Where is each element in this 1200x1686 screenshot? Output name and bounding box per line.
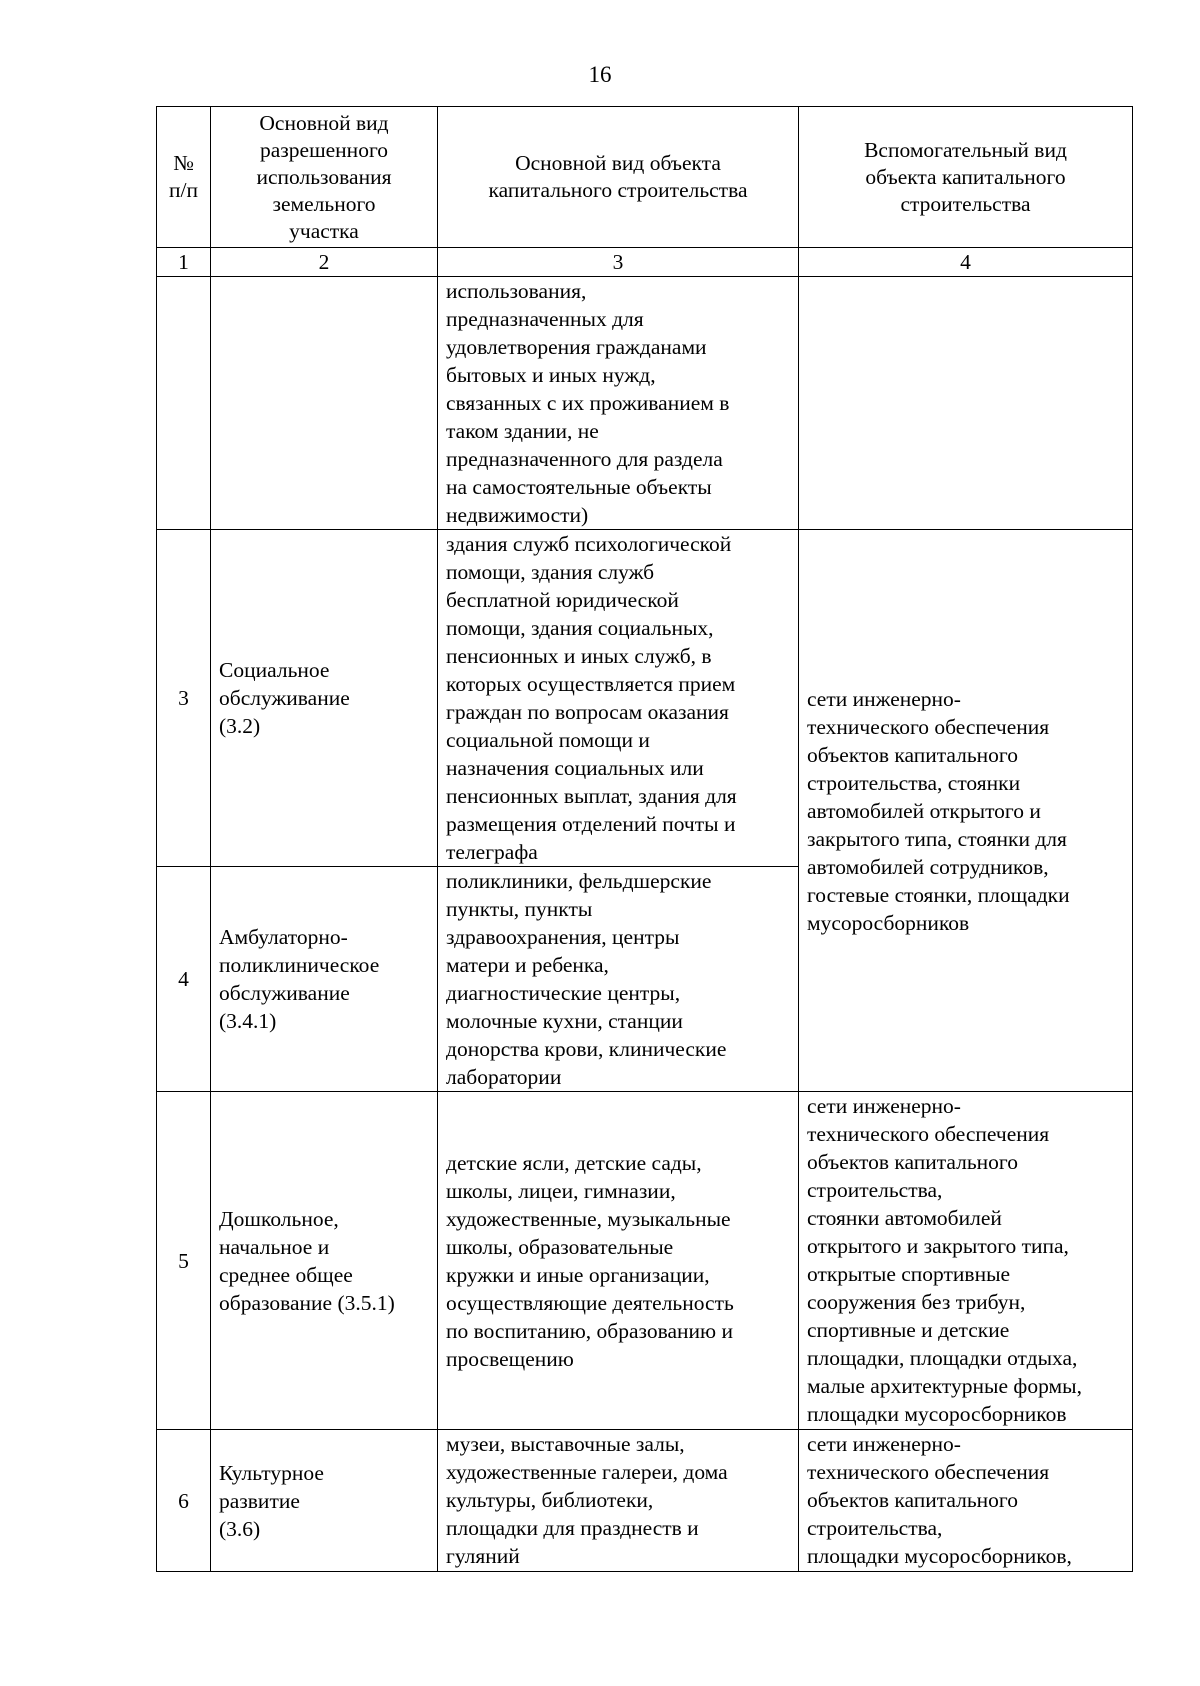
row-number: 4: [157, 867, 211, 1092]
cell-land-use: Дошкольное, начальное и среднее общее образование (3.5.1): [211, 1092, 438, 1430]
header-land-use: Основной вид разрешенного использования земельного участка: [211, 107, 438, 248]
cell-empty: [799, 277, 1133, 530]
header-aux-object: Вспомогательный вид объекта капитального строительства: [799, 107, 1133, 248]
cell-aux-object: сети инженерно- технического обеспечения объектов капитального строительства, площадки мусоросборников,: [799, 1430, 1133, 1572]
row-number: 5: [157, 1092, 211, 1430]
row-number: 6: [157, 1430, 211, 1572]
land-use-table: [156, 106, 1133, 1572]
cell-main-object: здания служб психологической помощи, здания служб бесплатной юридической помощи, здания социальных, пенсионных и иных служб, в которых осуществляется прием граждан по вопросам оказания социальной помощи и назначения социальных или пенсионных выплат, здания для размещения отделений почты и телеграфа: [438, 530, 799, 867]
cell-main-object: музеи, выставочные залы, художественные галереи, дома культуры, библиотеки, площадки для празднеств и гуляний: [438, 1430, 799, 1572]
table-row-6: [157, 1430, 1133, 1572]
table-header-row: [157, 107, 1133, 248]
column-number: 2: [211, 248, 438, 277]
cell-main-object: использования, предназначенных для удовлетворения гражданами бытовых и иных нужд, связанных с их проживанием в таком здании, не предназначенного для раздела на самостоятельные объекты недвижимости): [438, 277, 799, 530]
page-number: 16: [588, 62, 612, 87]
column-number: 4: [799, 248, 1133, 277]
column-number: 3: [438, 248, 799, 277]
table-row-3: [157, 530, 1133, 867]
cell-land-use: Амбулаторно- поликлиническое обслуживание (3.4.1): [211, 867, 438, 1092]
cell-empty: [211, 277, 438, 530]
row-number: 3: [157, 530, 211, 867]
header-number: № п/п: [157, 107, 211, 248]
cell-land-use: Культурное развитие (3.6): [211, 1430, 438, 1572]
cell-land-use: Социальное обслуживание (3.2): [211, 530, 438, 867]
cell-aux-object-shared: сети инженерно- технического обеспечения объектов капитального строительства, стоянки автомобилей открытого и закрытого типа, стоянки для автомобилей сотрудников, гостевые стоянки, площадки мусоросборников: [799, 530, 1133, 1092]
cell-empty: [157, 277, 211, 530]
cell-main-object: детские ясли, детские сады, школы, лицеи, гимназии, художественные, музыкальные школы, образовательные кружки и иные организации, осуществляющие деятельность по воспитанию, образованию и просвещению: [438, 1092, 799, 1430]
column-number: 1: [157, 248, 211, 277]
cell-main-object: поликлиники, фельдшерские пункты, пункты здравоохранения, центры матери и ребенка, диагностические центры, молочные кухни, станции донорства крови, клинические лаборатории: [438, 867, 799, 1092]
column-numbers-row: [157, 248, 1133, 277]
header-main-object: Основной вид объекта капитального строительства: [438, 107, 799, 248]
cell-aux-object: сети инженерно- технического обеспечения объектов капитального строительства, стоянки автомобилей открытого и закрытого типа, открытые спортивные сооружения без трибун, спортивные и детские площадки, площадки отдыха, малые архитектурные формы, площадки мусоросборников: [799, 1092, 1133, 1430]
table-row-5: [157, 1092, 1133, 1430]
table-row-continuation: [157, 277, 1133, 530]
